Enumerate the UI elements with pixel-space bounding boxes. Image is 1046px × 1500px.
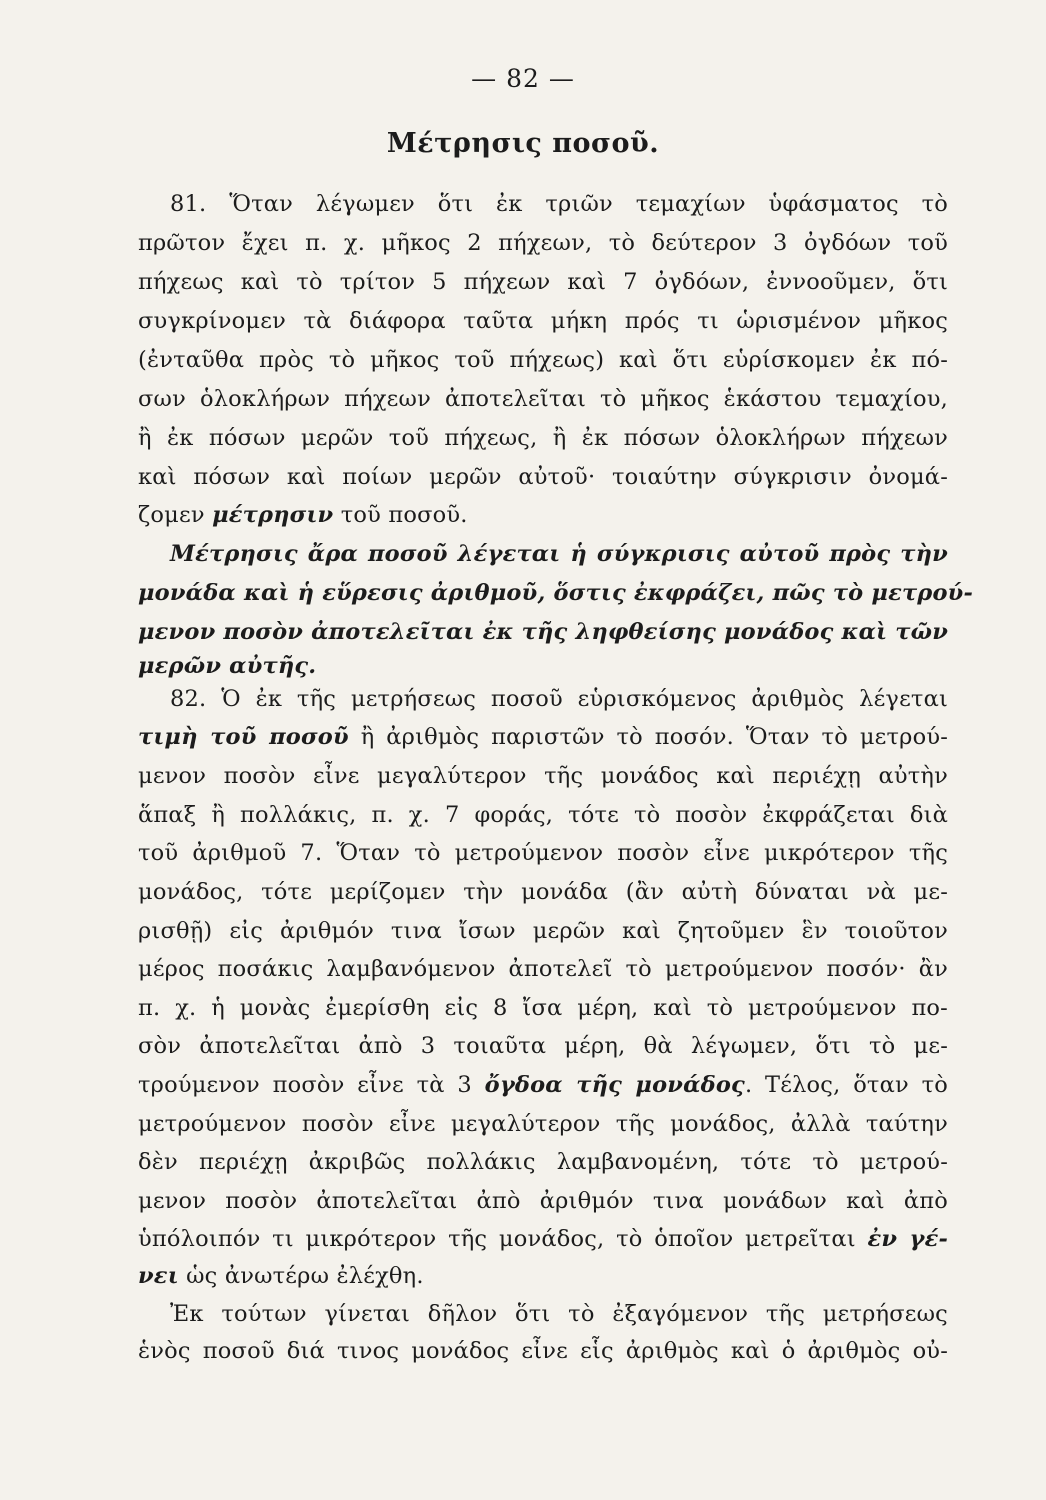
text-span: τρούμενον ποσὸν εἶνε τὰ 3 — [138, 1072, 485, 1098]
emphasis-term: ὄγδοα τῆς μονάδος — [484, 1072, 745, 1098]
definition-line: Μέτρησις ἄρα ποσοῦ λέγεται ἡ σύγκρισις αὐτοῦ πρὸς τὴν — [170, 541, 948, 567]
text-line: ρισθῇ) εἰς ἀριθμόν τινα ἴσων μερῶν καὶ ζητοῦμεν ἓν τοιοῦτον — [138, 918, 948, 944]
text-line — [138, 1219, 948, 1259]
text-line: σὸν ἀποτελεῖται ἀπὸ 3 τοιαῦτα μέρη, θὰ λέγωμεν, ὅτι τὸ με- — [138, 1033, 948, 1059]
text-line: ἑνὸς ποσοῦ διά τινος μονάδος εἶνε εἷς ἀριθμὸς καὶ ὁ ἀριθμὸς οὐ- — [138, 1338, 948, 1364]
text-line: σων ὁλοκλήρων πήχεων ἀποτελεῖται τὸ μῆκος ἑκάστου τεμαχίου, — [138, 386, 948, 412]
emphasis-term: νει — [138, 1263, 179, 1289]
text-line: π. χ. ἡ μονὰς ἐμερίσθη εἰς 8 ἴσα μέρη, καὶ τὸ μετρούμενον πο- — [138, 995, 948, 1021]
text-line — [138, 1256, 948, 1296]
text-span: . Τέλος, ὅταν τὸ — [744, 1072, 948, 1098]
text-span: ὑπόλοιπόν τι μικρότερον τῆς μονάδος, τὸ ὁποῖον μετρεῖται — [138, 1226, 868, 1252]
text-line — [138, 1065, 948, 1105]
text-line: συγκρίνομεν τὰ διάφορα ταῦτα μήκη πρός τι ὡρισμένον μῆκος — [138, 308, 948, 334]
emphasis-term: τιμὴ τοῦ ποσοῦ — [138, 724, 349, 750]
text-line: ἅπαξ ἢ πολλάκις, π. χ. 7 φοράς, τότε τὸ ποσὸν ἐκφράζεται διὰ — [138, 802, 948, 828]
section-title: Μέτρησις ποσοῦ. — [386, 128, 660, 159]
text-line: δὲν περιέχῃ ἀκριβῶς πολλάκις λαμβανομένη, τότε τὸ μετρού- — [138, 1149, 948, 1175]
text-line: τοῦ ἀριθμοῦ 7. Ὅταν τὸ μετρούμενον ποσὸν εἶνε μικρότερον τῆς — [138, 840, 948, 866]
text-line: καὶ πόσων καὶ ποίων μερῶν αὐτοῦ· τοιαύτην σύγκρισιν ὀνομά- — [138, 464, 948, 490]
emphasis-term: ἐν γέ- — [867, 1226, 949, 1252]
text-line: 81. Ὅταν λέγωμεν ὅτι ἐκ τριῶν τεμαχίων ὑφάσματος τὸ — [170, 191, 948, 217]
definition-line: μονάδα καὶ ἡ εὕρεσις ἀριθμοῦ, ὅστις ἐκφράζει, πῶς τὸ μετρού- — [138, 580, 974, 606]
definition-line: μενον ποσὸν ἀποτελεῖται ἐκ τῆς ληφθείσης μονάδος καὶ τῶν — [138, 619, 949, 645]
text-span: ἢ ἀριθμὸς παριστῶν τὸ ποσόν. Ὅταν τὸ μετρού- — [348, 724, 949, 750]
text-line: Ἐκ τούτων γίνεται δῆλον ὅτι τὸ ἐξαγόμενον τῆς μετρήσεως — [170, 1301, 948, 1327]
text-line: 82. Ὁ ἐκ τῆς μετρήσεως ποσοῦ εὑρισκόμενος ἀριθμὸς λέγεται — [170, 686, 948, 712]
definition-line: μερῶν αὐτῆς. — [138, 653, 317, 679]
text-line — [138, 495, 948, 535]
text-line: μονάδος, τότε μερίζομεν τὴν μονάδα (ἂν αὐτὴ δύναται νὰ με- — [138, 879, 948, 905]
text-span: ὡς ἀνωτέρω ἐλέχθη. — [178, 1263, 424, 1289]
text-line: μενον ποσὸν ἀποτελεῖται ἀπὸ ἀριθμόν τινα μονάδων καὶ ἀπὸ — [138, 1188, 948, 1214]
text-line: μετρούμενον ποσὸν εἶνε μεγαλύτερον τῆς μονάδος, ἀλλὰ ταύτην — [138, 1111, 948, 1137]
emphasis-term: μέτρησιν — [212, 502, 334, 528]
text-line: (ἐνταῦθα πρὸς τὸ μῆκος τοῦ πήχεως) καὶ ὅτι εὑρίσκομεν ἐκ πό- — [138, 347, 948, 373]
text-line: πρῶτον ἔχει π. χ. μῆκος 2 πήχεων, τὸ δεύτερον 3 ὀγδόων τοῦ — [138, 230, 948, 256]
text-line: πήχεως καὶ τὸ τρίτον 5 πήχεων καὶ 7 ὀγδόων, ἐννοοῦμεν, ὅτι — [138, 269, 948, 295]
text-span: ζομεν — [138, 502, 213, 528]
text-line — [138, 717, 948, 757]
text-line: ἢ ἐκ πόσων μερῶν τοῦ πήχεως, ἢ ἐκ πόσων ὁλοκλήρων πήχεων — [138, 425, 948, 451]
text-line: μενον ποσὸν εἶνε μεγαλύτερον τῆς μονάδος καὶ περιέχῃ αὐτὴν — [138, 763, 948, 789]
text-line: μέρος ποσάκις λαμβανόμενον ἀποτελεῖ τὸ μετρούμενον ποσόν· ἂν — [138, 956, 948, 982]
text-span: τοῦ ποσοῦ. — [333, 502, 468, 528]
page-number: — 82 — — [471, 64, 575, 93]
